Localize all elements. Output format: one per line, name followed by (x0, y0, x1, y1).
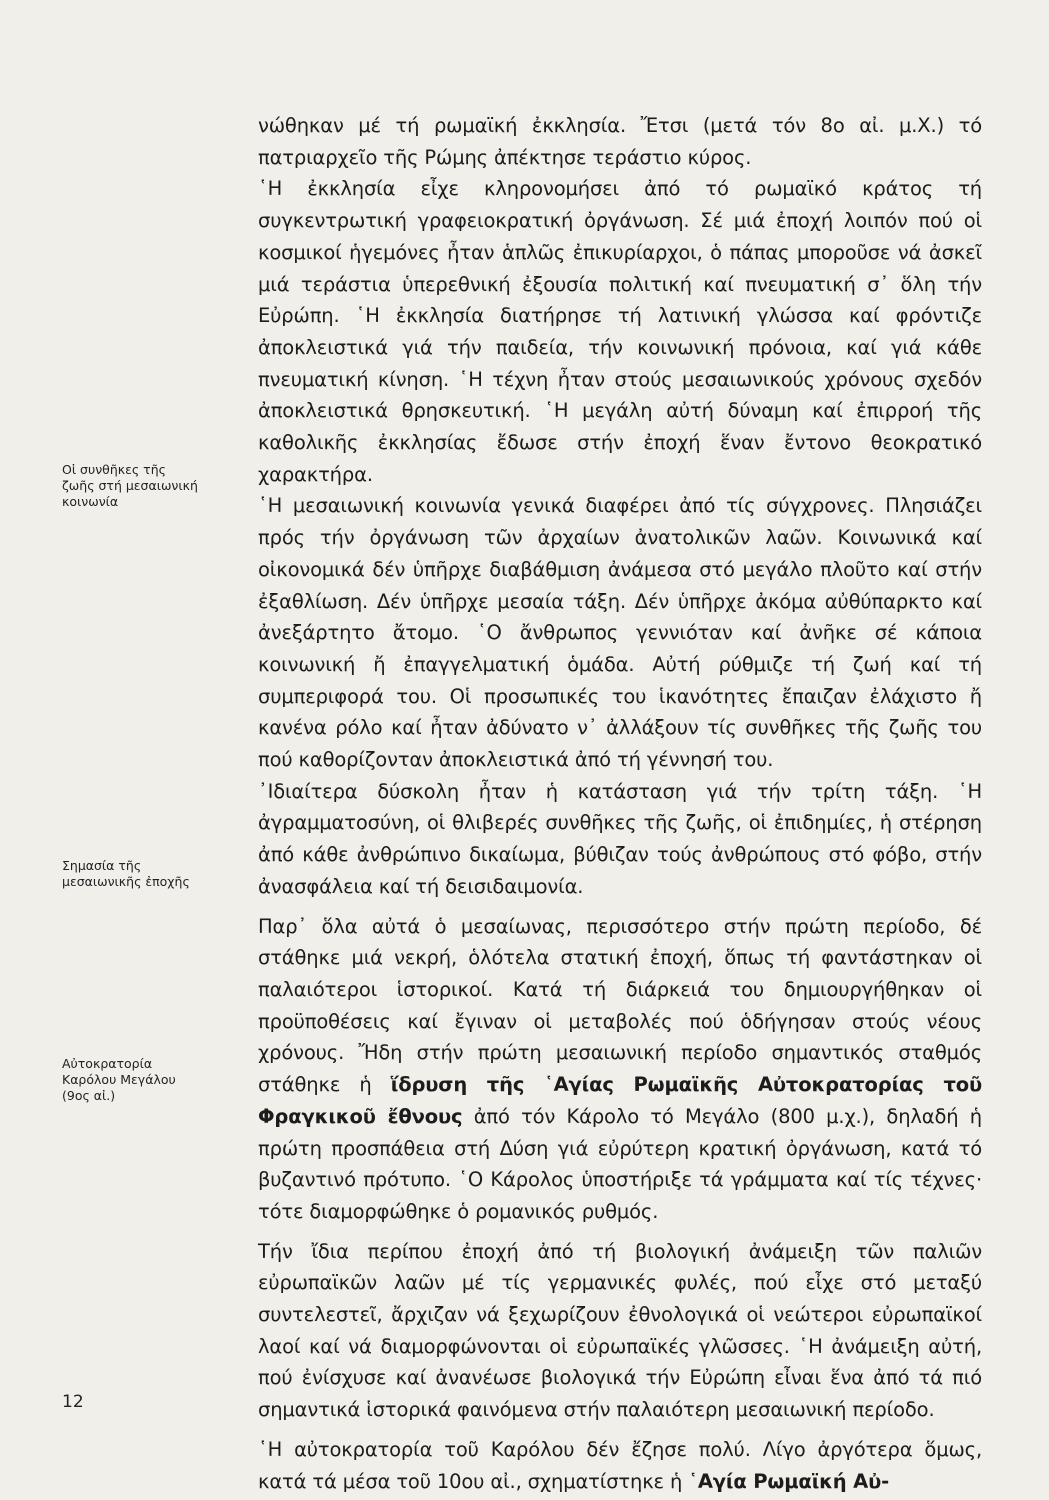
sidenote-living-conditions (62, 462, 227, 510)
paragraph: ῾Η ἐκκλησία εἶχε κληρονομήσει ἀπό τό ρωμαϊκό κράτος τή συγκεντρωτική γραφειοκρατική ὀργάνωση. Σέ μιά ἐποχή λοιπόν πού οἱ κοσμικοί ἡγεμόνες ἦταν ἁπλῶς ἐπικυρίαρχοι, ὁ πάπας μποροῦσε νά ἀσκεῖ μιά τεράστια ὑπερεθνική ἐξουσία πολιτική καί πνευματική σ᾽ ὅλη τήν Εὐρώπη. ῾Η ἐκκλησία διατήρησε τή λατινική γλώσσα καί φρόντιζε ἀποκλειστικά γιά τήν παιδεία, τήν κοινωνική πρόνοια, καί γιά κάθε πνευματική κίνηση. ῾Η τέχνη ἦταν στούς μεσαιωνικούς χρόνους σχεδόν ἀποκλειστικά θρησκευτική. ῾Η μεγάλη αὐτή δύναμη καί ἐπιρροή τῆς καθολικῆς ἐκκλησίας ἔδωσε στήν ἐποχή ἕναν ἔντονο θεοκρατικό χαρακτήρα. (258, 177, 982, 486)
sidenote-line: ζωῆς στή μεσαιωνική (62, 478, 198, 493)
paragraph-text: ἀπό τόν Κάρολο τό Μεγάλο (800 μ.χ.), δηλαδή ἡ πρώτη προσπάθεια στή Δύση γιά εὐρύτερη κρατική ὀργάνωση, κατά τό βυζαντινό πρότυπο. ῾Ο Κάρολος ὑποστήριξε τά γράμματα καί τίς τέχνες· τότε διαμορφώθηκε ὁ ρομανικός ρυθμός. (258, 1104, 982, 1223)
bold-term: ἵδρυση τῆς ῾Αγίας Ρωμαϊκῆς Αὐτοκρατορίας τοῦ Φραγκικοῦ ἔθνους (258, 1073, 982, 1128)
page-number: 12 (62, 1392, 84, 1412)
main-text (258, 110, 982, 1497)
paragraph-text: Παρ᾽ ὅλα αὐτά ὁ μεσαίωνας, περισσότερο στήν πρώτη περίοδο, δέ στάθηκε μιά νεκρή, ὁλότελα στατική ἐποχή, ὅπως τή φαντάστηκαν οἱ παλαιότεροι ἱστορικοί. Κατά τή διάρκειά του δημιουργήθηκαν οἱ προϋποθέσεις καί ἔγιναν οἱ μεταβολές πού ὁδήγησαν στούς νέους χρόνους. Ἤδη στήν πρώτη μεσαιωνική περίοδο σημαντικός σταθμός στάθηκε ἡ (258, 914, 982, 1097)
bold-term: ῾Αγία Ρωμαϊκή Αὐ- (688, 1469, 890, 1493)
sidenote-line: Αὐτοκρατορία (62, 1056, 153, 1071)
paragraph (258, 911, 982, 1228)
sidenote-line: Σημασία τῆς (62, 858, 142, 873)
sidenote-line: κοινωνία (62, 494, 119, 509)
paragraph: νώθηκαν μέ τή ρωμαϊκή ἐκκλησία. Ἔτσι (μετά τόν 8ο αἰ. μ.Χ.) τό πατριαρχεῖο τῆς Ρώμης ἀπέκτησε τεράστιο κύρος. (258, 114, 982, 169)
sidenote-line: Οἱ συνθῆκες τῆς (62, 462, 166, 477)
paragraph: Τήν ἴδια περίπου ἐποχή ἀπό τή βιολογική ἀνάμειξη τῶν παλιῶν εὐρωπαϊκῶν λαῶν μέ τίς γερμανικές φυλές, πού εἶχε στό μεταξύ συντελεστεῖ, ἄρχιζαν νά ξεχωρίζουν ἐθνολογικά οἱ νεώτεροι εὐρωπαϊκοί λαοί καί νά διαμορφώνονται οἱ εὐρωπαϊκές γλῶσσες. ῾Η ἀνάμειξη αὐτή, πού ἐνίσχυσε καί ἀνανέωσε βιολογικά τήν Εὐρώπη εἶναι ἕνα ἀπό τά πιό σημαντικά ἱστορικά φαινόμενα στήν παλαιότερη μεσαιωνική περίοδο. (258, 1239, 982, 1422)
paragraph-text: ῾Η αὐτοκρατορία τοῦ Καρόλου δέν ἔζησε πολύ. Λίγο ἀργότερα ὅμως, κατά τά μέσα τοῦ 10ου αἰ., σχηματίστηκε ἡ (258, 1437, 982, 1493)
paragraph (258, 1434, 982, 1497)
paragraph: ᾽Ιδιαίτερα δύσκολη ἦταν ἡ κατάσταση γιά τήν τρίτη τάξη. ῾Η ἀγραμματοσύνη, οἱ θλιβερές συνθῆκες τῆς ζωῆς, οἱ ἐπιδημίες, ἡ στέρηση ἀπό κάθε ἀνθρώπινο δικαίωμα, βύθιζαν τούς ἀνθρώπους στό φόβο, στήν ἀνασφάλεια καί τή δεισιδαιμονία. (258, 779, 982, 898)
paragraph: ῾Η μεσαιωνική κοινωνία γενικά διαφέρει ἀπό τίς σύγχρονες. Πλησιάζει πρός τήν ὀργάνωση τῶν ἀρχαίων ἀνατολικῶν λαῶν. Κοινωνικά καί οἰκονομικά δέν ὑπῆρχε διαβάθμιση ἀνάμεσα στό μεγάλο πλοῦτο καί στήν ἐξαθλίωση. Δέν ὑπῆρχε μεσαία τάξη. Δέν ὑπῆρχε ἀκόμα αὐθύπαρκτο καί ἀνεξάρτητο ἄτομο. ῾Ο ἄνθρωπος γεννιόταν καί ἀνῆκε σέ κάποια κοινωνική ἤ ἐπαγγελματική ὁμάδα. Αὐτή ρύθμιζε τή ζωή καί τή συμπεριφορά του. Οἱ προσωπικές του ἱκανότητες ἔπαιζαν ἐλάχιστο ἤ κανένα ρόλο καί ἦταν ἀδύνατο ν᾽ ἀλλάξουν τίς συνθῆκες τῆς ζωῆς του πού καθορίζονταν ἀποκλειστικά ἀπό τή γέννησή του. (258, 494, 982, 772)
sidenote-line: Καρόλου Μεγάλου (62, 1072, 176, 1087)
sidenote-line: (9ος αἰ.) (62, 1088, 116, 1103)
sidenote-line: μεσαιωνικῆς ἐποχῆς (62, 874, 190, 889)
sidenote-significance (62, 858, 227, 890)
sidenote-charlemagne-empire (62, 1056, 227, 1104)
